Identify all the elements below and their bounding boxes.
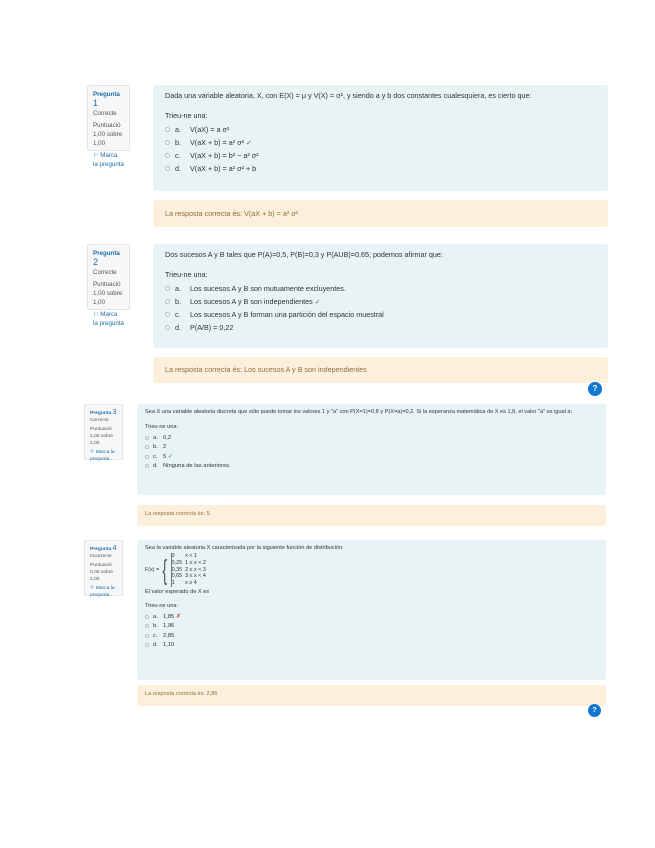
question-info [84, 540, 123, 596]
question-info [84, 404, 123, 460]
answer-prompt: Trieu-ne una: [165, 111, 208, 120]
radio-button[interactable] [145, 615, 149, 619]
answer-option[interactable]: b. 2 [145, 443, 598, 453]
question-text: Sea X una variable aleatoria discreta que sólo puede tomar los valores 1 y "a" con P(X=1)=0,8 y P(X=a)=0,2. Si la esperanza matemática de X es 1,8, el valor "a" es igual a: [145, 409, 573, 415]
formula-row: 0,35 2 ≤ x < 3 [171, 566, 206, 573]
question-status: Correcte [93, 269, 117, 276]
question-status: Correcte [90, 418, 109, 423]
answer-prompt: Trieu-ne una: [165, 270, 208, 279]
answer-option[interactable]: a. 1,85 ✗ [145, 612, 598, 622]
flag-icon: ⚐ [93, 311, 99, 318]
correct-check-icon: ✓ [245, 138, 253, 147]
flag-question-link[interactable]: ⚐ Marca la pregunta [93, 152, 124, 168]
right-answer-feedback: La resposta correcta és: Los sucesos A y B son independientes [153, 357, 608, 383]
radio-button[interactable] [165, 325, 170, 330]
answer-prompt: Trieu-ne una: [145, 602, 179, 609]
answer-option[interactable]: a. 0,2 [145, 433, 598, 443]
question-info [87, 85, 130, 168]
formula-table [171, 553, 210, 587]
radio-button[interactable] [165, 299, 170, 304]
answer-option[interactable]: b. Los sucesos A y B son independientes ✓ [165, 295, 596, 308]
formula-row: 0,65 3 ≤ x < 4 [171, 573, 206, 580]
radio-button[interactable] [165, 286, 170, 291]
incorrect-cross-icon: ✗ [175, 613, 181, 620]
radio-button[interactable] [165, 140, 170, 145]
question-formulation [153, 85, 608, 191]
radio-button[interactable] [145, 624, 149, 628]
radio-button[interactable] [145, 445, 149, 449]
radio-button[interactable] [145, 436, 149, 440]
flag-question-link[interactable]: ⚐ Marca la pregunta [90, 450, 115, 462]
help-button[interactable]: ? [588, 704, 601, 717]
question-number: Pregunta 2 [93, 250, 120, 267]
radio-button[interactable] [165, 127, 170, 132]
answer-option[interactable]: c. Los sucesos A y B forman una partición del espacio muestral [165, 308, 596, 321]
right-answer-feedback: La resposta correcta és: 5 [137, 505, 606, 526]
correct-check-icon: ✓ [314, 297, 321, 306]
formula-lhs: F(x) = [145, 566, 160, 573]
flag-question-link[interactable]: ⚐ Marca la pregunta [93, 311, 124, 327]
radio-button[interactable] [145, 643, 149, 647]
flag-icon: ⚐ [90, 450, 95, 455]
question-score: Puntuació 1,00 sobre 1,00 [90, 427, 114, 446]
right-answer-feedback: La resposta correcta és: V(aX + b) = a² σ² [153, 200, 608, 227]
answer-option[interactable]: d. 1,10 [145, 640, 598, 650]
answer-option[interactable]: d. P(A/B) = 0,22 [165, 321, 596, 334]
question-number: Pregunta 1 [93, 91, 120, 108]
answer-option[interactable]: d. Ninguna de las anteriores. [145, 462, 598, 472]
question-score: Puntuació 1,00 sobre 1,00 [93, 122, 123, 147]
distribution-formula [145, 553, 598, 587]
help-button[interactable]: ? [588, 382, 602, 396]
question-formulation [137, 404, 606, 495]
flag-question-link[interactable]: ⚐ Marca la pregunta [90, 586, 115, 598]
question-text: Dada una variable aleatoria, X, con E(X) = μ y V(X) = σ², y siendo a y b dos constantes cualesquiera, es cierto que: [165, 91, 532, 100]
right-answer-feedback: La resposta correcta és: 2,85 [137, 685, 606, 706]
question-formulation [137, 540, 606, 680]
answer-option[interactable]: b. V(aX + b) = a² σ² ✓ [165, 136, 596, 149]
question-text: Dos sucesos A y B tales que P(A)=0,5, P(B)=0,3 y P(AUB)=0,65, podemos afirmar que: [165, 250, 443, 259]
question-number: Pregunta 3 [90, 408, 117, 416]
radio-button[interactable] [145, 634, 149, 638]
flag-icon: ⚐ [93, 152, 99, 159]
question-text-2: El valor esperado de X es [145, 588, 210, 595]
formula-row: 1 x ≥ 4 [171, 580, 197, 587]
radio-button[interactable] [145, 464, 149, 468]
correct-check-icon: ✓ [167, 453, 173, 460]
formula-row: 0,25 1 ≤ x < 2 [171, 559, 206, 566]
answer-option[interactable]: a. Los sucesos A y B son mutuamente excluyentes. [165, 282, 596, 295]
question-status: Incorrecte [90, 554, 112, 559]
answer-option[interactable]: d. V(aX + b) = a² σ² + b [165, 162, 596, 175]
answer-option[interactable]: a. V(aX) = a σ² [165, 123, 596, 136]
answer-option[interactable]: c. V(aX + b) = b² − a² σ² [165, 149, 596, 162]
question-text: Sea la variable aleatoria X caracterizada por la siguiente función de distribución: [145, 545, 344, 551]
radio-button[interactable] [145, 455, 149, 459]
flag-icon: ⚐ [90, 586, 95, 591]
question-formulation [153, 244, 608, 348]
question-status: Correcte [93, 110, 117, 117]
answer-option[interactable]: c. 5 ✓ [145, 452, 598, 462]
question-score: Puntuació 0,00 sobre 1,00 [90, 563, 114, 582]
brace-symbol: { [162, 553, 168, 585]
question-number: Pregunta 4 [90, 544, 117, 552]
answer-option[interactable]: b. 1,96 [145, 621, 598, 631]
radio-button[interactable] [165, 153, 170, 158]
answer-prompt: Trieu-ne una: [145, 424, 179, 430]
question-score: Puntuació 1,00 sobre 1,00 [93, 281, 123, 306]
radio-button[interactable] [165, 312, 170, 317]
question-info [87, 244, 130, 327]
answer-option[interactable]: c. 2,85 [145, 631, 598, 641]
radio-button[interactable] [165, 166, 170, 171]
formula-row: 0 x < 1 [171, 553, 197, 559]
